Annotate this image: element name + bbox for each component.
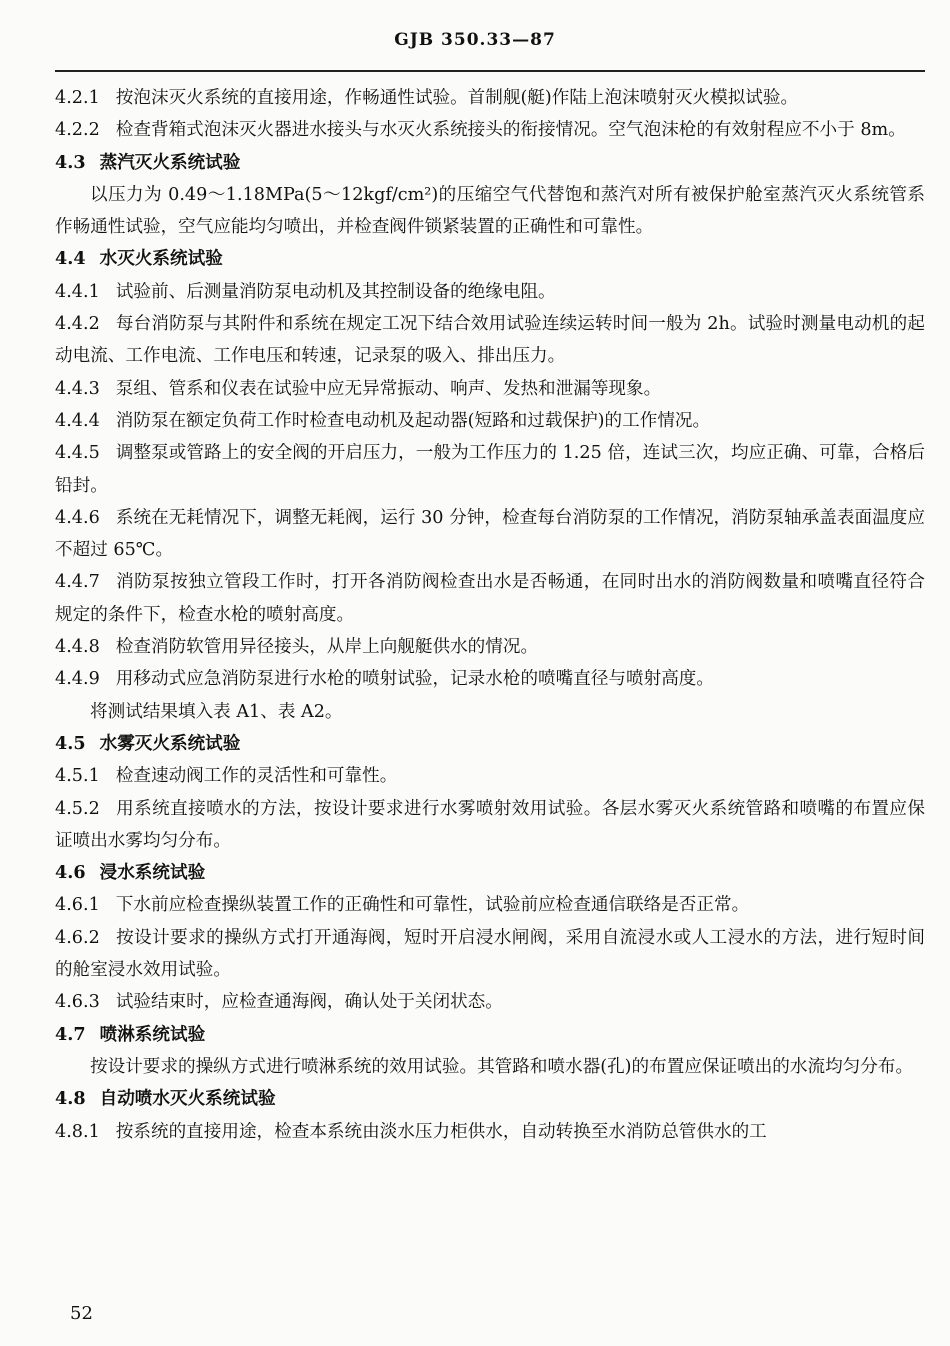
clause-text: 下水前应检查操纵装置工作的正确性和可靠性，试验前应检查通信联络是否正常。 <box>115 895 750 916</box>
clause-4-6-3 <box>55 986 925 1018</box>
document-body <box>55 82 925 1148</box>
clause-4-6-2 <box>55 922 925 987</box>
clause-text: 用系统直接喷水的方法，按设计要求进行水雾喷射效用试验。各层水雾灭火系统管路和喷嘴的布置应保证喷出水雾均匀分布。 <box>55 798 925 851</box>
clause-number: 4.6.1 <box>55 895 100 916</box>
section-number: 4.8 <box>55 1088 86 1110</box>
clause-4-2-2 <box>55 114 925 146</box>
clause-number: 4.2.2 <box>55 120 100 141</box>
clause-number: 4.4.2 <box>55 314 100 335</box>
paragraph-table-note <box>55 696 925 728</box>
clause-number: 4.2.1 <box>55 88 100 108</box>
clause-text: 泵组、管系和仪表在试验中应无异常振动、响声、发热和泄漏等现象。 <box>115 378 662 399</box>
section-heading-4-5 <box>55 728 925 760</box>
clause-4-4-2 <box>55 308 925 373</box>
clause-4-6-1 <box>55 889 925 921</box>
document-header: GJB 350.33—87 <box>394 30 556 50</box>
clause-text: 按设计要求的操纵方式打开通海阀，短时开启浸水闸阀，采用自流浸水或人工浸水的方法，进行短时间的舱室浸水效用试验。 <box>55 927 925 981</box>
clause-text: 系统在无耗情况下，调整无耗阀，运行 30 分钟，检查每台消防泵的工作情况，消防泵轴承盖表面温度应不超过 65℃。 <box>55 507 925 561</box>
clause-4-4-3 <box>55 373 925 405</box>
clause-number: 4.4.9 <box>55 669 100 690</box>
section-number: 4.3 <box>55 151 86 173</box>
clause-text: 检查背箱式泡沫灭火器进水接头与水灭火系统接头的衔接情况。空气泡沫枪的有效射程应不小于 8m。 <box>115 120 906 141</box>
clause-4-8-1 <box>55 1116 925 1148</box>
clause-number: 4.5.1 <box>55 766 100 787</box>
paragraph-4-7-body <box>55 1051 925 1083</box>
clause-number: 4.4.3 <box>55 378 100 399</box>
paragraph-text: 将测试结果填入表 A1、表 A2。 <box>90 701 343 722</box>
section-title: 喷淋系统试验 <box>99 1023 206 1045</box>
clause-4-4-7 <box>55 566 925 631</box>
section-heading-4-6 <box>55 857 925 889</box>
clause-number: 4.4.7 <box>55 572 100 593</box>
clause-number: 4.6.2 <box>55 927 100 948</box>
paragraph-4-3-body <box>55 179 925 244</box>
clause-4-4-8 <box>55 631 925 663</box>
section-number: 4.5 <box>55 732 86 754</box>
section-title: 自动喷水灭火系统试验 <box>99 1088 276 1110</box>
section-title: 水灭火系统试验 <box>99 248 223 270</box>
clause-4-4-6 <box>55 502 925 567</box>
clause-4-4-4 <box>55 405 925 437</box>
clause-text: 按泡沫灭火系统的直接用途，作畅通性试验。首制舰(艇)作陆上泡沫喷射灭火模拟试验。 <box>115 88 799 108</box>
section-heading-4-3 <box>55 147 925 179</box>
clause-number: 4.6.3 <box>55 992 100 1013</box>
clause-text: 调整泵或管路上的安全阀的开启压力，一般为工作压力的 1.25 倍，连试三次，均应正确、可靠，合格后铅封。 <box>55 443 925 496</box>
clause-4-4-5 <box>55 437 925 502</box>
clause-4-5-1 <box>55 760 925 792</box>
section-heading-4-4 <box>55 243 925 275</box>
clause-number: 4.4.8 <box>55 637 100 658</box>
paragraph-text: 按设计要求的操纵方式进行喷淋系统的效用试验。其管路和喷水器(孔)的布置应保证喷出的水流均匀分布。 <box>90 1056 914 1077</box>
clause-number: 4.4.5 <box>55 443 100 464</box>
clause-text: 检查消防软管用异径接头，从岸上向舰艇供水的情况。 <box>115 637 539 658</box>
clause-text: 试验前、后测量消防泵电动机及其控制设备的绝缘电阻。 <box>115 281 556 302</box>
header-rule <box>55 70 925 72</box>
clause-4-4-1 <box>55 276 925 308</box>
section-number: 4.4 <box>55 248 86 270</box>
clause-text: 消防泵在额定负荷工作时检查电动机及起动器(短路和过载保护)的工作情况。 <box>115 410 711 431</box>
paragraph-text: 以压力为 0.49～1.18MPa(5～12kgf/cm²)的压缩空气代替饱和蒸汽对所有被保护舱室蒸汽灭火系统管系作畅通性试验，空气应能均匀喷出，并检查阀件锁紧装置的正确性和可靠性。 <box>55 184 925 238</box>
clause-text: 按系统的直接用途，检查本系统由淡水压力柜供水，自动转换至水消防总管供水的工 <box>115 1121 767 1142</box>
section-heading-4-8 <box>55 1083 925 1115</box>
clause-number: 4.4.1 <box>55 281 100 302</box>
clause-4-4-9 <box>55 663 925 695</box>
clause-number: 4.5.2 <box>55 798 100 819</box>
clause-number: 4.8.1 <box>55 1121 100 1142</box>
section-title: 水雾灭火系统试验 <box>99 732 241 754</box>
clause-text: 用移动式应急消防泵进行水枪的喷射试验，记录水枪的喷嘴直径与喷射高度。 <box>115 669 714 690</box>
section-number: 4.6 <box>55 862 86 884</box>
section-number: 4.7 <box>55 1023 86 1045</box>
clause-text: 试验结束时，应检查通海阀，确认处于关闭状态。 <box>115 992 503 1013</box>
section-title: 浸水系统试验 <box>99 862 206 884</box>
clause-4-2-1 <box>55 82 925 114</box>
section-title: 蒸汽灭火系统试验 <box>99 151 241 173</box>
clause-text: 检查速动阀工作的灵活性和可靠性。 <box>115 766 398 787</box>
clause-text: 消防泵按独立管段工作时，打开各消防阀检查出水是否畅通，在同时出水的消防阀数量和喷嘴直径符合规定的条件下，检查水枪的喷射高度。 <box>55 572 925 625</box>
clause-4-5-2 <box>55 793 925 858</box>
page-number: 52 <box>70 1303 93 1324</box>
clause-number: 4.4.4 <box>55 410 100 431</box>
clause-text: 每台消防泵与其附件和系统在规定工况下结合效用试验连续运转时间一般为 2h。试验时测量电动机的起动电流、工作电流、工作电压和转速，记录泵的吸入、排出压力。 <box>55 314 925 367</box>
section-heading-4-7 <box>55 1019 925 1051</box>
clause-number: 4.4.6 <box>55 507 100 528</box>
